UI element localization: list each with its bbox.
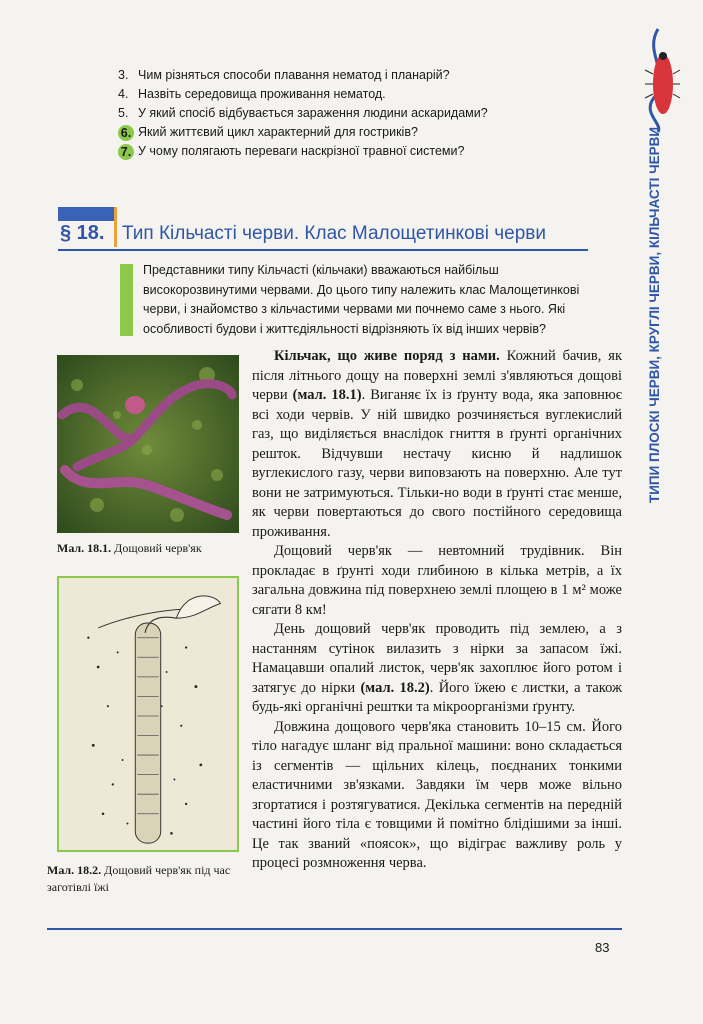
question-number: 3. bbox=[118, 68, 129, 82]
question-text: Назвіть середовища проживання нематод. bbox=[138, 87, 386, 101]
question-number: 4. bbox=[118, 87, 129, 101]
paragraph-1: Кільчак, що живе поряд з нами. Кожний бачив, як після літнього дощу на поверхні землі з'являються дощові черви (мал. 18.1). Виганяє їх із ґрунту вода, яка заповнює всі ходи червів. У ній швидко розчиняється вуглекислий газ, що виділяється внаслідок гниття в ґрунті органічних решток. Відчувши нестачу кисню й надлишок вуглекислого газу, черви виповзають на поверхню. Але тут вони не затримуються. Тільки-но води в ґрунті стає менше, як черви повертаються до свого постійного середовища проживання. bbox=[252, 348, 622, 540]
section-marker-bar bbox=[58, 207, 114, 221]
question-number: 7. bbox=[118, 144, 134, 160]
question-number: 5. bbox=[118, 106, 129, 120]
intro-marker-bar bbox=[120, 264, 133, 336]
question-text: У який спосіб відбувається зараження людини аскаридами? bbox=[138, 106, 488, 120]
question-item bbox=[118, 142, 558, 161]
paragraph-2: Дощовий черв'як — невтомний трудівник. Він прокладає в ґрунті ходи глибиною в кілька метрів, а їх загальна довжина під поверхнею землі площею в 1 м² може сягати 8 км! bbox=[252, 543, 622, 618]
question-text: Який життєвий цикл характерний для гостриків? bbox=[138, 125, 418, 139]
page-number: 83 bbox=[595, 940, 610, 955]
question-item bbox=[118, 66, 558, 85]
section-number: § 18. bbox=[60, 222, 105, 244]
section-underline bbox=[58, 249, 588, 251]
earthworm-burrow-illustration bbox=[57, 576, 239, 852]
figure-2-caption: Мал. 18.2. Дощовий черв'як під час заготівлі їжі bbox=[47, 863, 231, 894]
figure-1-caption: Мал. 18.1. Дощовий черв'як bbox=[57, 541, 202, 555]
main-text bbox=[252, 347, 622, 874]
question-item bbox=[118, 104, 558, 123]
chapter-side-title: ТИПИ ПЛОСКІ ЧЕРВИ, КРУГЛІ ЧЕРВИ, КІЛЬЧАСТІ ЧЕРВИ bbox=[647, 126, 662, 504]
paragraph-4: Довжина дощового черв'яка становить 10–15 см. Його тіло нагадує шланг від пральної машини: воно складається із сегментів — щільних кілець, поєднаних тонкими еластичними зв'язками. Завдяки їм черв може вільно згортатися і розтягуватися. Декілька сегментів на передній частині його тіла є товщими й помітно блідішими за інші. Це так званий «поясок», що відіграє важливу роль у процесі розмноження черва. bbox=[252, 718, 622, 871]
question-item bbox=[118, 85, 558, 104]
question-number: 6. bbox=[118, 125, 134, 141]
question-text: Чим різняться способи плавання нематод і планарій? bbox=[138, 68, 450, 82]
section-title: Тип Кільчасті черви. Клас Малощетинкові черви bbox=[122, 223, 546, 244]
intro-paragraph: Представники типу Кільчасті (кільчаки) вважаються найбільш високорозвинутими червами. До цього типу належить клас Малощетинкові черви, і знайомство з кільчастими червами ми почнемо саме з нього. Які особливості будови і життєдіяльності відрізняють їх від інших червів? bbox=[143, 263, 580, 336]
paragraph-3: День дощовий черв'як проводить під землею, а з настанням сутінок вилазить з нірки за запасом їжі. Намацавши опалий листок, черв'як захоплює його ротом і затягує до нірки (мал. 18.2). Його їжею є листки, а також будь-які органічні рештки та мікроорганізми ґрунту. bbox=[252, 621, 623, 715]
question-item bbox=[118, 123, 558, 142]
question-text: У чому полягають переваги наскрізної травної системи? bbox=[138, 144, 465, 158]
earthworm-photo bbox=[57, 355, 239, 533]
footer-rule bbox=[47, 928, 622, 930]
section-divider bbox=[114, 207, 117, 247]
review-questions bbox=[118, 66, 558, 161]
worm-chapter-icon bbox=[633, 24, 683, 134]
